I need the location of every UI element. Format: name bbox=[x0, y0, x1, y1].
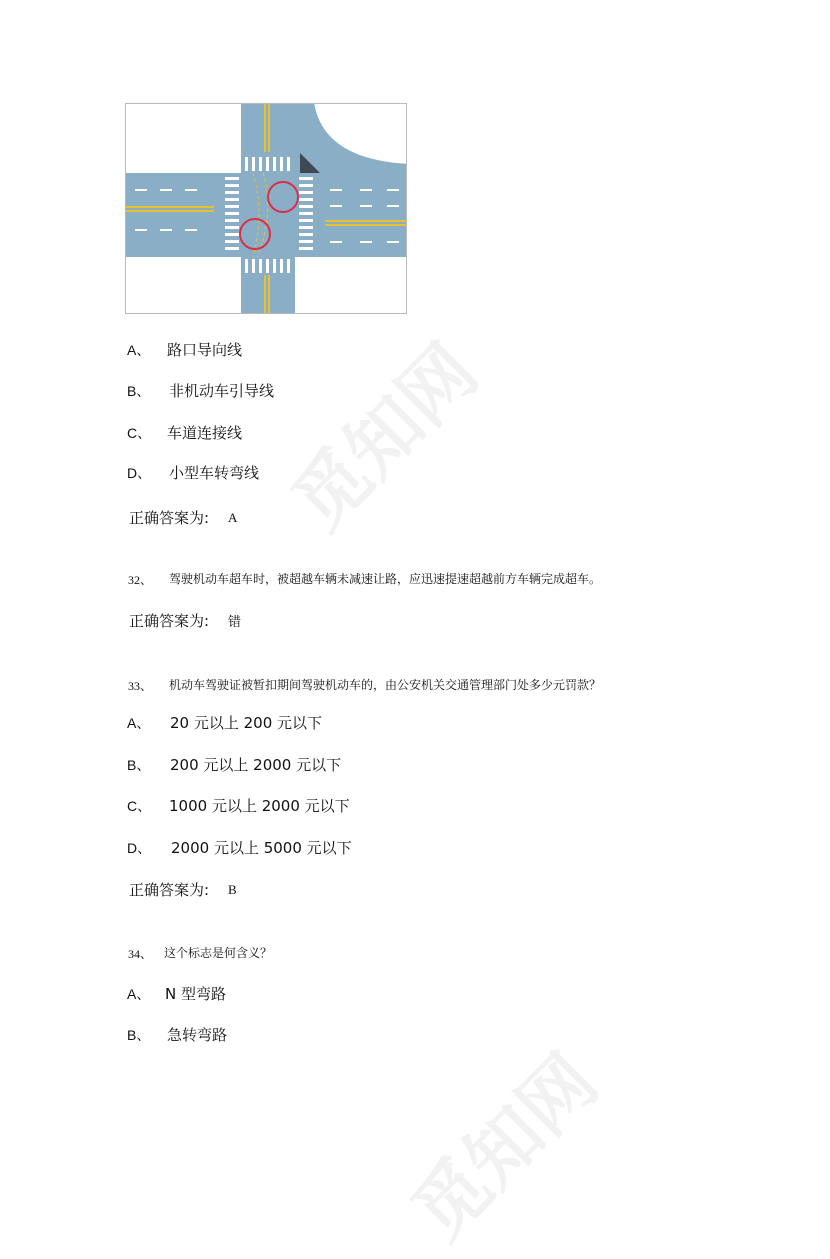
option-c-letter: C、 bbox=[127, 425, 152, 441]
option-a-text: 路口导向线 bbox=[167, 341, 243, 359]
intersection-diagram bbox=[125, 103, 407, 314]
option-c-text: 车道连接线 bbox=[167, 424, 243, 442]
question-text: 机动车驾驶证被暂扣期间驾驶机动车的，由公安机关交通管理部门处多少元罚款？ bbox=[169, 678, 602, 692]
question-text: 这个标志是何含义？ bbox=[164, 946, 273, 960]
option-c-text: 1000 元以上 2000 元以下 bbox=[169, 797, 350, 815]
answer-value: A bbox=[228, 510, 238, 525]
watermark: 觅知网 bbox=[396, 1038, 615, 1257]
option-a-letter: A、 bbox=[127, 986, 151, 1002]
option-a-letter: A、 bbox=[127, 342, 151, 358]
question-number: 34、 bbox=[128, 947, 153, 961]
option-b-text: 急转弯路 bbox=[167, 1026, 228, 1044]
option-d-letter: D、 bbox=[127, 465, 152, 481]
option-d-letter: D、 bbox=[127, 840, 152, 856]
question-number: 32、 bbox=[128, 573, 153, 587]
option-b-letter: B、 bbox=[127, 1027, 151, 1043]
option-b-letter: B、 bbox=[127, 383, 151, 399]
option-c-letter: C、 bbox=[127, 798, 152, 814]
option-b-letter: B、 bbox=[127, 757, 151, 773]
answer-label: 正确答案为: bbox=[129, 881, 210, 899]
watermark: 觅知网 bbox=[276, 328, 495, 547]
option-a-letter: A、 bbox=[127, 715, 151, 731]
answer-value: 错 bbox=[228, 615, 242, 630]
answer-label: 正确答案为: bbox=[129, 612, 210, 630]
option-b-text: 非机动车引导线 bbox=[169, 382, 275, 400]
answer-value: B bbox=[228, 882, 237, 897]
option-a-text: N 型弯路 bbox=[165, 985, 226, 1003]
option-b-text: 200 元以上 2000 元以下 bbox=[170, 756, 342, 774]
question-text: 驾驶机动车超车时，被超越车辆未减速让路，应迅速提速超越前方车辆完成超车。 bbox=[169, 572, 602, 586]
option-a-text: 20 元以上 200 元以下 bbox=[170, 714, 323, 732]
question-number: 33、 bbox=[128, 679, 153, 693]
option-d-text: 小型车转弯线 bbox=[169, 464, 260, 482]
option-d-text: 2000 元以上 5000 元以下 bbox=[171, 839, 352, 857]
answer-label: 正确答案为: bbox=[129, 509, 210, 527]
